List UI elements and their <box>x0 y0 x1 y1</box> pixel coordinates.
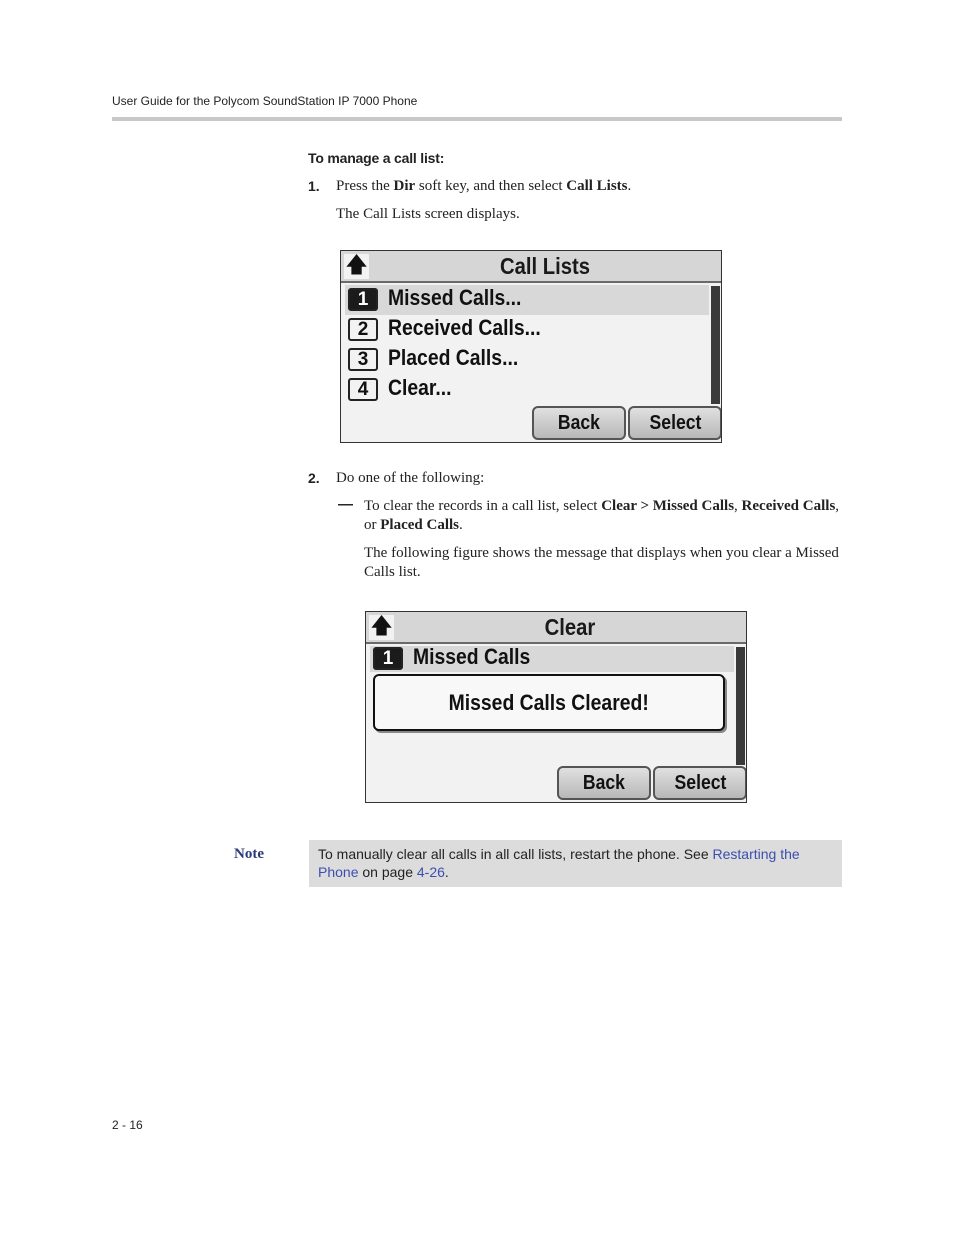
select-softkey[interactable] <box>628 406 722 440</box>
dir-softkey-ref: Dir <box>393 178 416 194</box>
item-label: Missed Calls <box>413 644 531 669</box>
page-number: 2 - 16 <box>112 1118 143 1132</box>
note-text-prefix: To manually clear all calls in all call lists, restart the phone. See <box>318 846 713 862</box>
note-text-end: . <box>444 864 449 880</box>
step-1-text-end: . <box>627 178 632 194</box>
figure-intro: The following figure shows the message that displays when you clear a Missed Calls list. <box>364 545 839 580</box>
item-number: 4 <box>348 378 378 401</box>
received-calls-ref: Received Calls <box>741 498 836 514</box>
header-rule <box>112 117 842 121</box>
item-number: 2 <box>348 318 378 341</box>
select-label: Select <box>674 772 726 794</box>
item-label: Clear... <box>388 375 452 400</box>
call-lists-ref: Call Lists <box>566 178 628 194</box>
back-softkey[interactable] <box>557 766 651 800</box>
list-item-clear[interactable] <box>345 375 709 405</box>
list-item-missed-calls[interactable] <box>345 285 709 315</box>
step-2-number: 2. <box>308 470 320 486</box>
select-softkey[interactable] <box>653 766 747 800</box>
list-item-placed-calls[interactable] <box>345 345 709 375</box>
step-2-text: Do one of the following: <box>336 470 485 486</box>
note-text-mid: on page <box>358 864 417 880</box>
scrollbar[interactable] <box>711 286 720 404</box>
step-1-text-prefix: Press the <box>336 178 394 194</box>
confirmation-text: Missed Calls Cleared! <box>448 690 650 715</box>
page-ref-link[interactable]: 4-26 <box>416 864 445 880</box>
bullet-text <box>364 497 842 535</box>
call-lists-screen <box>340 250 722 443</box>
back-label: Back <box>582 772 626 794</box>
procedure-title: To manage a call list: <box>308 150 445 166</box>
note-box <box>309 840 842 887</box>
bullet-dash: — <box>338 496 353 513</box>
item-label: Missed Calls... <box>388 285 522 310</box>
restarting-phone-link[interactable]: Restarting the Phone <box>318 846 800 880</box>
screen-title: Clear <box>544 614 596 640</box>
placed-calls-ref: Placed Calls <box>380 517 459 533</box>
clear-missed-ref: Clear > Missed Calls <box>601 498 735 514</box>
item-number: 1 <box>373 647 403 670</box>
scrollbar[interactable] <box>736 647 745 765</box>
list-item-received-calls[interactable] <box>345 315 709 345</box>
screen-titlebar <box>366 612 746 644</box>
bullet-comma: , <box>734 498 742 514</box>
running-header: User Guide for the Polycom SoundStation IP 7000 Phone <box>112 94 418 108</box>
step-1-text-mid: soft key, and then select <box>415 178 567 194</box>
item-label: Placed Calls... <box>388 345 519 370</box>
screen-titlebar <box>341 251 721 283</box>
back-label: Back <box>557 412 601 434</box>
back-softkey[interactable] <box>532 406 626 440</box>
note-label: Note <box>234 846 264 862</box>
item-label: Received Calls... <box>388 315 541 340</box>
bullet-prefix: To clear the records in a call list, select <box>364 498 602 514</box>
bullet-or: , or <box>364 498 840 533</box>
step-1-number: 1. <box>308 178 320 194</box>
item-number: 1 <box>348 288 378 311</box>
list-item-missed-calls[interactable] <box>370 646 734 672</box>
screen-title: Call Lists <box>499 253 590 279</box>
select-label: Select <box>649 412 701 434</box>
item-number: 3 <box>348 348 378 371</box>
clear-screen <box>365 611 747 803</box>
step-1-text <box>336 177 631 196</box>
confirmation-message <box>373 674 725 731</box>
up-arrow-icon: 🡅 <box>344 254 369 279</box>
up-arrow-icon: 🡅 <box>369 615 394 640</box>
step-1-result: The Call Lists screen displays. <box>336 206 520 222</box>
bullet-period: . <box>459 517 463 533</box>
